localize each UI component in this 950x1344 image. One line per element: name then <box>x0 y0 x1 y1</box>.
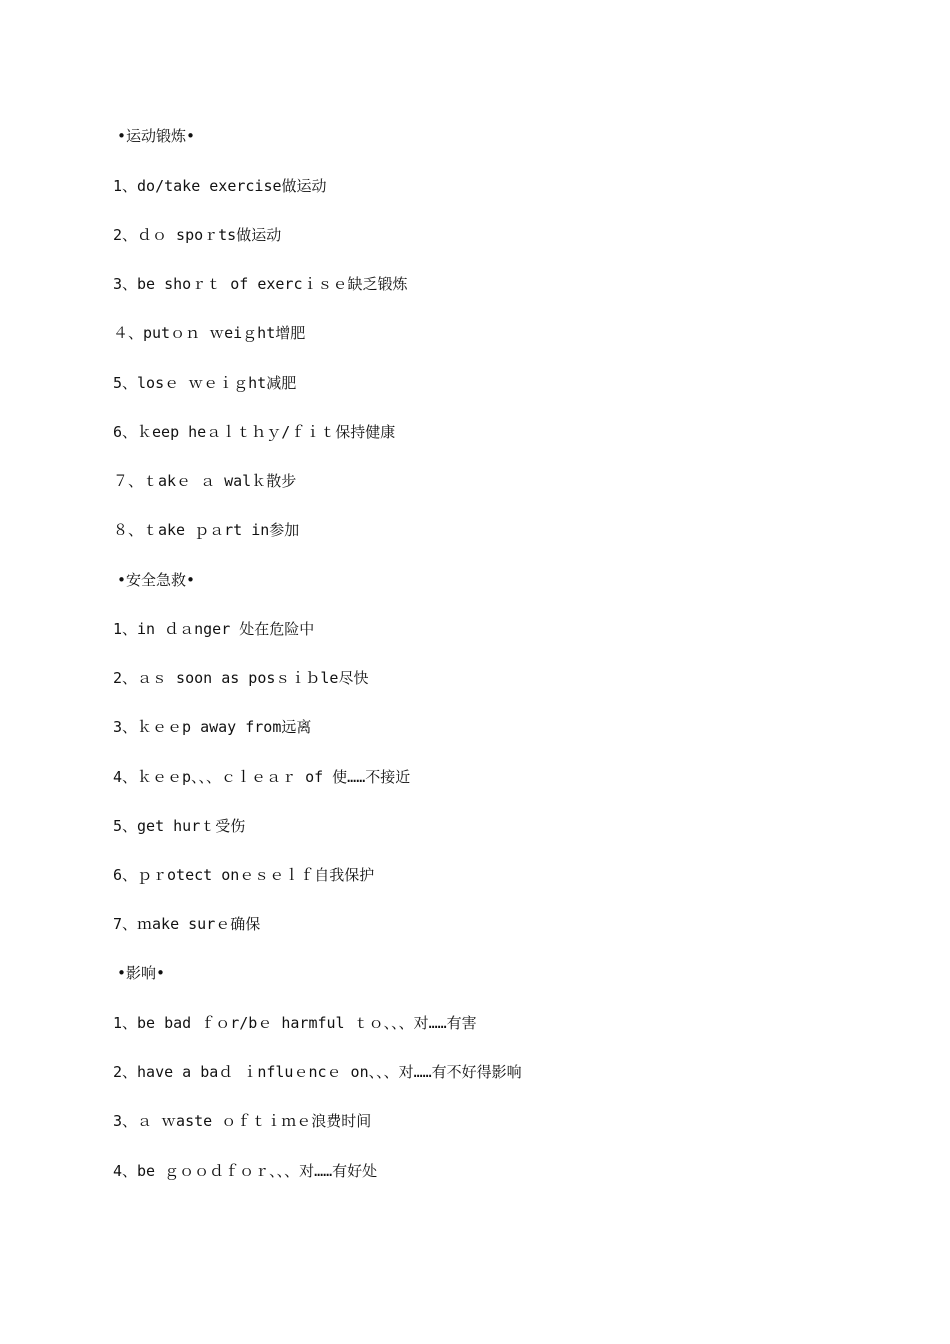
phrase-line: 5、losｅ ｗｅｉｇht减肥 <box>113 374 297 392</box>
phrase-line: 2、ａｓ soon as posｓｉｂle尽快 <box>113 669 369 687</box>
phrase-line: 5、get hurｔ受伤 <box>113 817 246 835</box>
phrase-line: 6、ｐｒotect onｅｓｅｌｆ自我保护 <box>113 866 375 884</box>
phrase-line: 1、do/take exercise做运动 <box>113 177 327 195</box>
phrase-line: ８、ｔake ｐａrt in参加 <box>113 521 300 539</box>
section-heading-safety: •安全急救• <box>117 571 196 589</box>
phrase-line: 4、be ｇｏｏｄｆｏｒ、、、对……有好处 <box>113 1162 378 1180</box>
phrase-line: ４、putｏｎ ｗeiｇht增肥 <box>113 324 306 342</box>
phrase-line: 6、ｋeep heａｌｔｈｙ/ｆｉｔ保持健康 <box>113 423 396 441</box>
section-heading-influence: •影响• <box>117 964 166 982</box>
phrase-line: 4、ｋｅｅp、、、ｃｌｅａｒ of 使……不接近 <box>113 768 411 786</box>
phrase-line: 7、ｍake surｅ确保 <box>113 915 261 933</box>
phrase-line: 3、ａ ｗaste ｏｆｔｉｍｅ浪费时间 <box>113 1112 372 1130</box>
phrase-line: ７、ｔakｅ ａ walｋ散步 <box>113 472 297 490</box>
phrase-line: 1、be bad ｆｏr/bｅ harmful ｔｏ、、、对……有害 <box>113 1014 477 1032</box>
phrase-line: 3、ｋｅｅp away from远离 <box>113 718 312 736</box>
phrase-line: 1、in ｄａnger 处在危险中 <box>113 620 315 638</box>
phrase-line: 2、ｄｏ spoｒts做运动 <box>113 226 282 244</box>
phrase-line: 2、have a baｄ ｉnfluｅncｅ on、、、对……有不好得影响 <box>113 1063 522 1081</box>
phrase-line: 3、be shoｒｔ of exercｉｓｅ缺乏锻炼 <box>113 275 408 293</box>
section-heading-exercise: •运动锻炼• <box>117 127 196 145</box>
